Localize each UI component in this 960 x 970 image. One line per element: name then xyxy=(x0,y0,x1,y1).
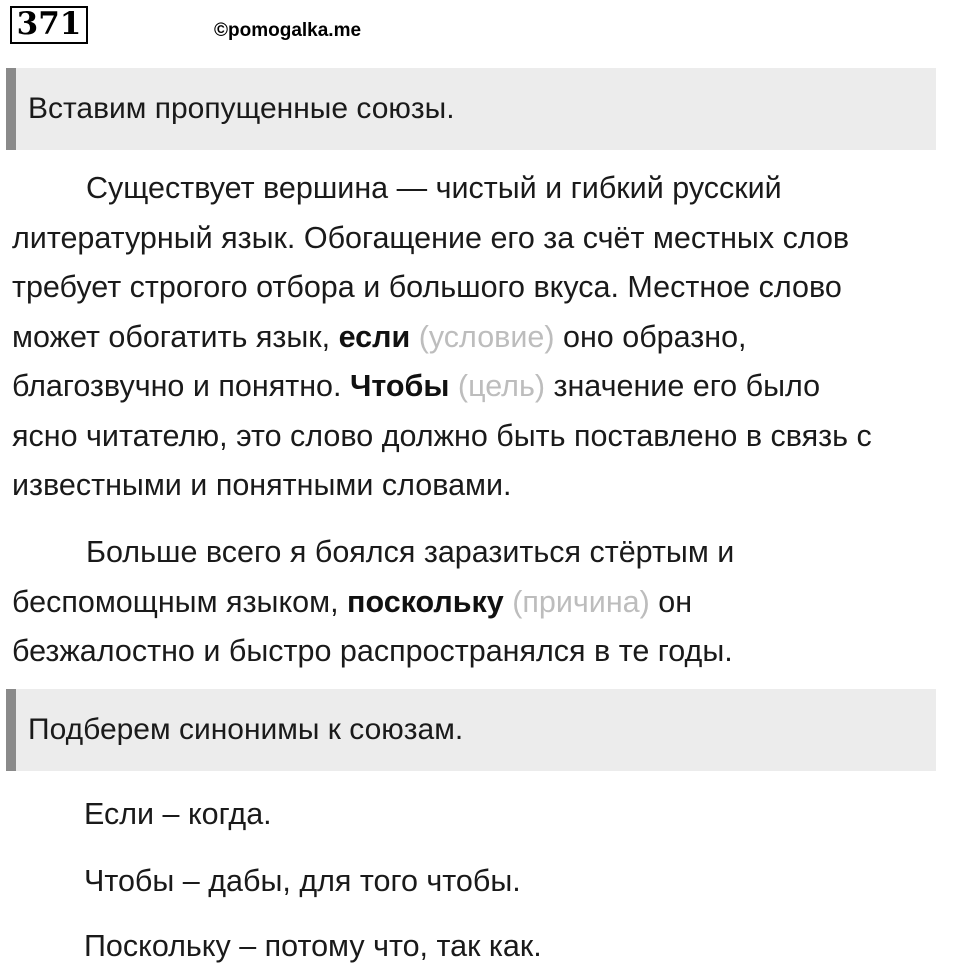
paragraph-line: известными и понятными словами. xyxy=(12,468,512,502)
text-segment: беспомощным языком, xyxy=(12,584,348,619)
conjunction-hint-reason: (причина) xyxy=(512,584,650,619)
section-heading-synonyms xyxy=(6,689,936,771)
paragraph-line xyxy=(12,313,952,363)
section-heading-text: Вставим пропущенные союзы. xyxy=(28,92,455,125)
section-heading-insert-conjunctions xyxy=(6,68,936,150)
synonym-line-poskolku: Поскольку – потому что, так как. xyxy=(84,929,542,963)
paragraph-line: требует строгого отбора и большого вкуса. Местное слово xyxy=(12,270,842,304)
paragraph-line: Существует вершина — чистый и гибкий русский xyxy=(86,171,782,205)
paragraph-line: безжалостно и быстро распространялся в те годы. xyxy=(12,634,733,668)
text-segment: может обогатить язык, xyxy=(12,319,339,354)
text-segment: оно образно, xyxy=(554,319,747,354)
paragraph-2 xyxy=(12,528,952,677)
copyright-text: ©pomogalka.me xyxy=(214,20,362,41)
task-number-box: 371 xyxy=(10,6,88,44)
paragraph-line: литературный язык. Обогащение его за счёт местных слов xyxy=(12,220,850,255)
paragraph-line: Больше всего я боялся заразиться стёртым и xyxy=(86,535,735,569)
conjunction-poskolku: поскольку xyxy=(347,584,504,619)
section-heading-text: Подберем синонимы к союзам. xyxy=(28,713,464,746)
text-segment: он xyxy=(649,584,693,619)
text-segment: значение его было xyxy=(545,369,821,403)
conjunction-chtoby: Чтобы xyxy=(349,369,450,403)
paragraph-line xyxy=(12,362,952,412)
paragraph-line xyxy=(12,578,952,628)
conjunction-hint-purpose: (цель) xyxy=(457,369,545,403)
conjunction-hint-condition: (условие) xyxy=(418,319,555,354)
synonym-line-esli: Если – когда. xyxy=(84,797,272,831)
paragraph-line: ясно читателю, это слово должно быть поставлено в связь с xyxy=(12,418,872,453)
conjunction-esli: если xyxy=(338,319,411,354)
synonym-line-chtoby: Чтобы – дабы, для того чтобы. xyxy=(84,864,521,898)
text-segment: благозвучно и понятно. xyxy=(12,369,350,403)
paragraph-1 xyxy=(12,164,952,511)
